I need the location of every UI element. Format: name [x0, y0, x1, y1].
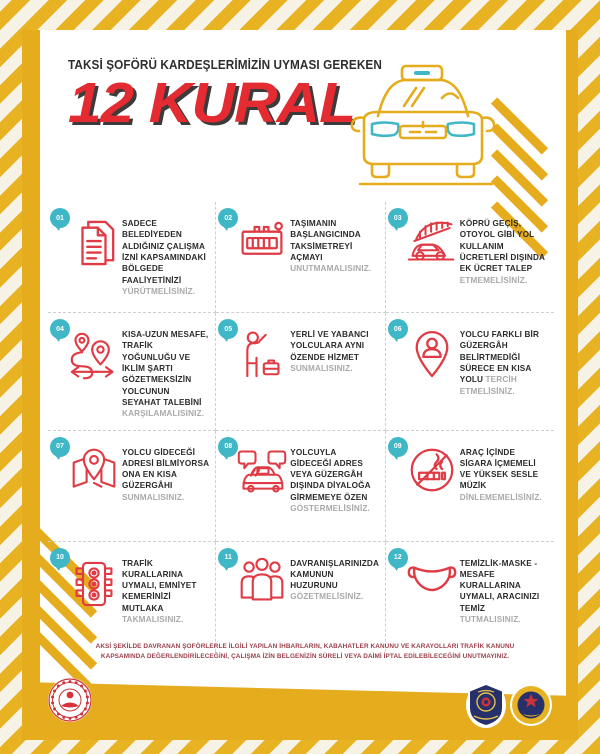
- rule-text-10: [120, 556, 209, 626]
- rule-tail-01: YÜRÜTMELİSİNİZ.: [122, 286, 196, 296]
- rule-text-12: [458, 556, 548, 626]
- rule-tail-09: DİNLEMEMELİSİNİZ.: [459, 492, 542, 502]
- rule-text-04: [120, 327, 209, 420]
- rule-tail-08: GÖSTERMELİSİNİZ.: [290, 504, 370, 514]
- rule-bold-01: SADECE BELEDİYEDEN ALDIĞINIZ ÇALIŞMA İZNİ KAPSAMINDAKİ BÖLGEDE FAALİYETİNİZİ: [122, 219, 206, 285]
- route-pins-icon: [68, 329, 120, 387]
- rule-card-05: [216, 313, 386, 431]
- ministry-emblem: [48, 678, 92, 722]
- gold-bar-right: [566, 30, 578, 740]
- taximeter-icon: [236, 218, 288, 276]
- rule-text-11: [288, 556, 379, 603]
- rule-number-badge: 06: [388, 319, 408, 339]
- poster-kicker: TAKSİ ŞOFÖRÜ KARDEŞLERİMİZİN UYMASI GEREKEN: [68, 58, 382, 72]
- rule-card-11: [216, 542, 386, 652]
- no-smoking-icon: [406, 447, 458, 505]
- rule-tail-04: KARŞILAMALISINIZ.: [122, 409, 205, 419]
- rule-bold-08: YOLCUYLA GİDECEĞİ ADRES VEYA GÜZERGÂH DIŞINDA DİYALOĞA GİRMEMEYE ÖZEN: [290, 447, 371, 502]
- rule-text-05: [288, 327, 379, 374]
- police-emblem: [466, 682, 506, 728]
- rule-card-07: [48, 431, 216, 542]
- taxi-front-icon: [342, 60, 502, 190]
- rule-bold-02: TAŞIMANIN BAŞLANGICINDA TAKSİMETREYİ AÇMAYI: [290, 219, 361, 262]
- people-group-icon: [236, 558, 288, 616]
- rule-number-badge: 11: [218, 548, 238, 568]
- rule-number-badge: 05: [218, 319, 238, 339]
- face-mask-icon: [406, 558, 458, 616]
- rule-number-badge: 12: [388, 548, 408, 568]
- rule-number-badge: 02: [218, 208, 238, 228]
- rule-bold-06: YOLCU FARKLI BİR GÜZERGÂH BELİRTMEDİĞİ SÜRECE EN KISA YOLU: [459, 330, 540, 385]
- rule-number-badge: 04: [50, 319, 70, 339]
- rule-bold-04: KISA-UZUN MESAFE, TRAFİK YOĞUNLUĞU VE İKLİM ŞARTI GÖZETMEKSİZİN YOLCUNUN SEYAHAT TALEBİNİ: [122, 330, 209, 407]
- rule-bold-11: DAVRANIŞLARINIZDA KAMUNUN HUZURUNU: [290, 558, 379, 591]
- rule-card-03: [386, 202, 554, 313]
- rule-card-09: [386, 431, 554, 542]
- rule-text-09: [458, 445, 548, 504]
- bridge-car-icon: [406, 218, 458, 276]
- rules-grid: [48, 202, 554, 652]
- rule-number-badge: 03: [388, 208, 408, 228]
- rule-tail-03: ETMEMELİSİNİZ.: [459, 275, 528, 285]
- rule-card-06: [386, 313, 554, 431]
- rule-number-badge: 10: [50, 548, 70, 568]
- rule-bold-03: KÖPRÜ GEÇİŞ, OTOYOL GİBİ YOL KULLANIM ÜCRETLERİ DIŞINDA EK ÜCRET TALEP: [459, 219, 545, 274]
- person-pin-icon: [406, 329, 458, 387]
- rule-tail-10: TAKMALISINIZ.: [122, 615, 184, 625]
- rule-bold-12: TEMİZLİK-MASKE -MESAFE KURALLARINA UYMALI, ARACINIZI TEMİZ: [459, 558, 540, 613]
- rule-text-03: [458, 216, 548, 286]
- rule-tail-05: SUNMALISINIZ.: [290, 363, 353, 373]
- rule-text-08: [288, 445, 379, 515]
- rule-bold-09: ARAÇ İÇİNDE SİGARA İÇMEMELİ VE YÜKSEK SESLE MÜZİK: [459, 447, 539, 491]
- documents-icon: [68, 218, 120, 276]
- passenger-hailing-icon: [236, 329, 288, 387]
- rule-number-badge: 08: [218, 437, 238, 457]
- legal-footnote: AKSİ ŞEKİLDE DAVRANAN ŞOFÖRLERLE İLGİLİ YAPILAN İHBARLARIN, KABAHATLER KANUNU VE KARAYOLLARI TRAFİK KANUNU KAPSAMINDA DEĞERLENDİRİLECEĞİNİ, ÇALIŞMA İZİN BELGENİZİN SÜRELİ VEYA DAİMİ İPTAL EDİLEBİLECEĞİNİ UNUTMAYINIZ.: [95, 642, 515, 660]
- rule-number-badge: 09: [388, 437, 408, 457]
- rule-text-02: [288, 216, 379, 275]
- rule-number-badge: 01: [50, 208, 70, 228]
- rule-text-07: [120, 445, 209, 504]
- gendarmerie-emblem: [510, 684, 552, 726]
- rule-text-01: [120, 216, 209, 297]
- rule-text-06: [458, 327, 548, 397]
- rule-tail-12: TUTMALISINIZ.: [459, 615, 521, 625]
- rule-card-01: [48, 202, 216, 313]
- poster-header: [68, 58, 538, 183]
- traffic-light-icon: [68, 558, 120, 616]
- rule-bold-10: TRAFİK KURALLARINA UYMALI, EMNİYET KEMERİNİZİ MUTLAKA: [122, 558, 197, 613]
- rule-tail-06: TERCİH ETMELİSİNİZ.: [459, 375, 517, 396]
- taxi-chat-icon: [236, 447, 288, 505]
- rule-tail-11: GÖZETMELİSİNİZ.: [290, 592, 364, 602]
- rule-card-04: [48, 313, 216, 431]
- poster-title: 12 KURAL: [68, 71, 355, 135]
- rule-card-10: [48, 542, 216, 652]
- content-card: [22, 30, 578, 740]
- rule-tail-02: UNUTMAMALISINIZ.: [290, 264, 372, 274]
- rule-tail-07: SUNMALISINIZ.: [122, 492, 185, 502]
- rule-bold-05: YERLİ VE YABANCI YOLCULARA AYNI ÖZENDE HİZMET: [290, 330, 369, 362]
- rule-number-badge: 07: [50, 437, 70, 457]
- rule-card-12: [386, 542, 554, 652]
- rule-bold-07: YOLCU GİDECEĞİ ADRESİ BİLMİYORSA ONA EN KISA GÜZERGÂHI: [122, 447, 209, 491]
- map-pin-icon: [68, 447, 120, 505]
- rule-card-08: [216, 431, 386, 542]
- rule-card-02: [216, 202, 386, 313]
